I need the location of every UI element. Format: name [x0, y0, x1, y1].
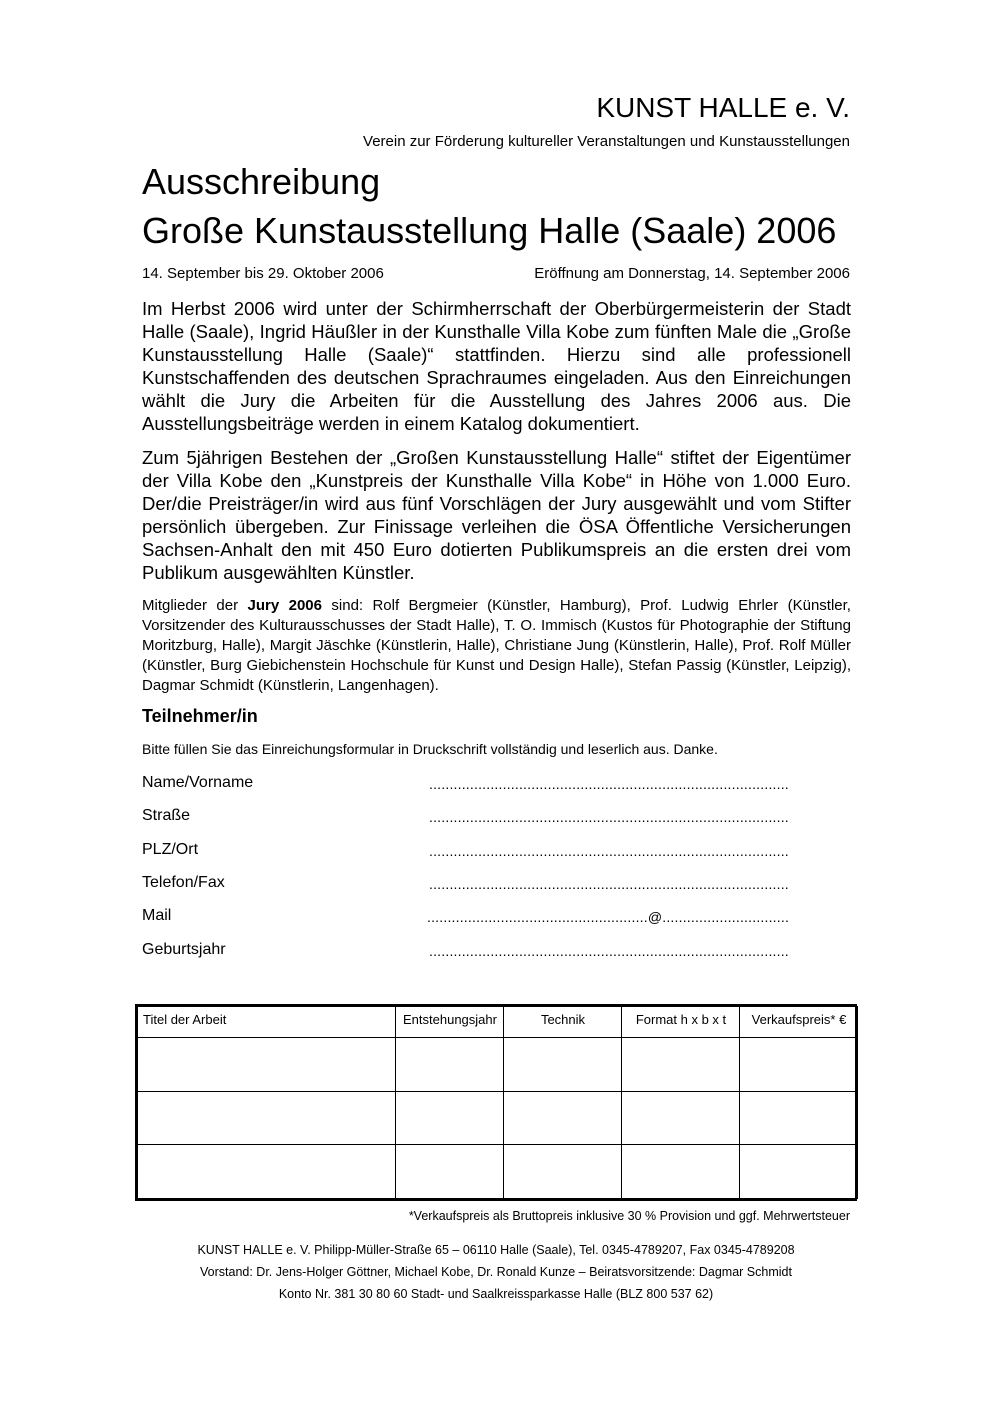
col-header-technique: Technik [504, 1007, 622, 1038]
form-instruction: Bitte füllen Sie das Einreichungsformular in Druckschrift vollständig und leserlich aus. Danke. [142, 741, 718, 757]
prize-paragraph: Zum 5jährigen Bestehen der „Großen Kunstausstellung Halle“ stiftet der Eigentümer der Villa Kobe den „Kunstpreis der Kunsthalle Villa Kobe“ in Höhe von 1.000 Euro. Der/die Preisträger/in wird aus fünf Vorschlägen der Jury ausgewählt und vom Stifter persönlich übergeben. Zur Finissage verleihen die ÖSA Öffentliche Versicherungen Sachsen-Anhalt den mit 450 Euro dotierten Publikumspreis an die ersten drei vom Publikum ausgewählten Künstler. [142, 447, 851, 583]
table-cell[interactable] [504, 1038, 622, 1092]
footer-bank: Konto Nr. 381 30 80 60 Stadt- und Saalkreissparkasse Halle (BLZ 800 537 62) [278, 1287, 714, 1301]
table-cell[interactable] [396, 1145, 504, 1199]
field-label-birth-year: Geburtsjahr [142, 941, 226, 958]
table-header-row [138, 1007, 858, 1038]
opening-date: Eröffnung am Donnerstag, 14. September 2006 [534, 265, 850, 282]
field-label-name: Name/Vorname [142, 774, 254, 791]
table-row [138, 1038, 858, 1092]
table-cell[interactable] [622, 1038, 740, 1092]
footer-address: KUNST HALLE e. V. Philipp-Müller-Straße 65 – 06110 Halle (Saale), Tel. 0345-4789207, Fax 0345-4789208 [197, 1243, 795, 1257]
jury-members: sind: Rolf Bergmeier (Künstler, Hamburg), Prof. Ludwig Ehrler (Künstler, Vorsitzender des Kulturausschusses der Stadt Halle), T. O. Immisch (Kustos für Photographie der Stiftung Moritzburg, Halle), Margit Jäschke (Künstlerin, Halle), Christiane Jung (Künstlerin, Halle), Prof. Rolf Müller (Künstler, Burg Giebichenstein Hochschule für Kunst und Design Halle), Stefan Passig (Künstler, Leipzig), Dagmar Schmidt (Künstlerin, Langenhagen). [142, 597, 851, 694]
table-cell[interactable] [396, 1091, 504, 1145]
field-mail-input[interactable]: ......................................................@............................... [427, 909, 790, 925]
footer-board: Vorstand: Dr. Jens-Holger Göttner, Michael Kobe, Dr. Ronald Kunze – Beiratsvorsitzende: Dagmar Schmidt [200, 1265, 792, 1279]
col-header-year: Entstehungsjahr [396, 1007, 504, 1038]
table-row [138, 1091, 858, 1145]
field-label-zip-city: PLZ/Ort [142, 841, 199, 858]
field-birth-year-input[interactable]: ........................................................................................ [429, 943, 789, 959]
jury-bold: Jury 2006 [247, 597, 322, 614]
table-cell[interactable] [740, 1145, 858, 1199]
field-street-input[interactable]: ........................................................................................ [429, 809, 789, 825]
org-subtitle: Verein zur Förderung kultureller Veranstaltungen und Kunstausstellungen [363, 133, 850, 150]
exhibition-period: 14. September bis 29. Oktober 2006 [142, 265, 384, 282]
intro-paragraph: Im Herbst 2006 wird unter der Schirmherrschaft der Oberbürgermeisterin der Stadt Halle (Saale), Ingrid Häußler in der Kunsthalle Villa Kobe zum fünften Male die „Große Kunstausstellung Halle (Saale)“ stattfinden. Hierzu sind alle professionell Kunstschaffenden des deutschen Sprachraumes eingeladen. Aus den Einreichungen wählt die Jury die Arbeiten für die Ausstellung des Jahres 2006 aus. Die Ausstellungsbeiträge werden in einem Katalog dokumentiert. [142, 298, 851, 434]
col-header-format: Format h x b x t [622, 1007, 740, 1038]
table-row [138, 1145, 858, 1199]
artwork-table [135, 1004, 857, 1201]
table-cell[interactable] [396, 1038, 504, 1092]
table-cell[interactable] [740, 1038, 858, 1092]
jury-prefix: Mitglieder der [142, 597, 248, 614]
table-cell[interactable] [622, 1145, 740, 1199]
participant-heading: Teilnehmer/in [142, 706, 258, 726]
table-cell[interactable] [504, 1145, 622, 1199]
document-title-line-2: Große Kunstausstellung Halle (Saale) 2006 [142, 210, 837, 251]
col-header-price: Verkaufspreis* € [740, 1007, 858, 1038]
table-cell[interactable] [138, 1145, 396, 1199]
field-label-phone-fax: Telefon/Fax [142, 874, 225, 891]
table-cell[interactable] [138, 1091, 396, 1145]
field-phone-fax-input[interactable]: ........................................................................................ [429, 876, 789, 892]
field-name-input[interactable]: ........................................................................................ [429, 776, 789, 792]
table-cell[interactable] [740, 1091, 858, 1145]
field-label-street: Straße [142, 807, 191, 824]
document-title-line-1: Ausschreibung [142, 161, 381, 202]
jury-paragraph [142, 596, 851, 696]
table-cell[interactable] [138, 1038, 396, 1092]
field-label-mail: Mail [142, 907, 172, 924]
table-cell[interactable] [622, 1091, 740, 1145]
org-name: KUNST HALLE e. V. [596, 92, 850, 123]
table-cell[interactable] [504, 1091, 622, 1145]
price-footnote: *Verkaufspreis als Bruttopreis inklusive 30 % Provision und ggf. Mehrwertsteuer [408, 1209, 850, 1223]
col-header-title: Titel der Arbeit [138, 1007, 396, 1038]
field-zip-city-input[interactable]: ........................................................................................ [429, 843, 789, 859]
